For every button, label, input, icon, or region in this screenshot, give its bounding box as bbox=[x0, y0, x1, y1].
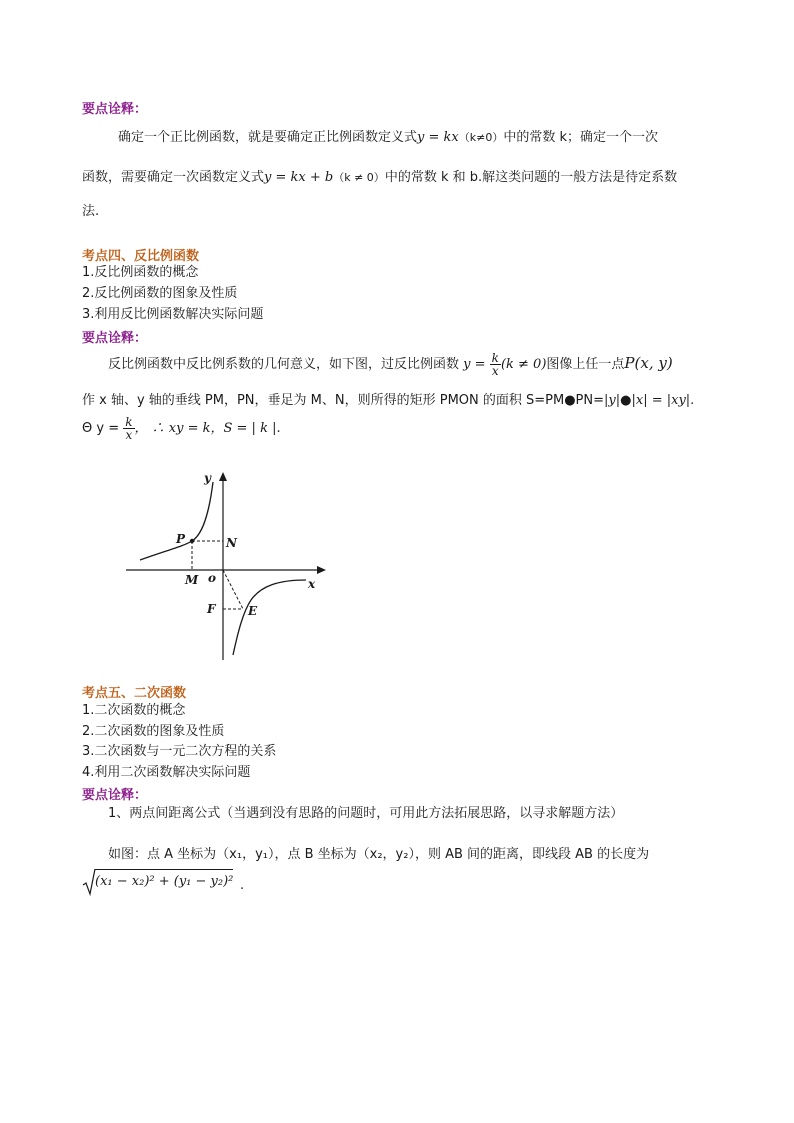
label-e: E bbox=[248, 604, 258, 618]
label-y: y bbox=[204, 471, 211, 485]
formula-direct-proportion: y = kx bbox=[417, 130, 459, 145]
formula-radicand: (x₁ − x₂)² + (y₁ − y₂)² bbox=[95, 869, 233, 889]
text-segment: 确定一个正比例函数，就是要确定正比例函数定义式 bbox=[118, 130, 418, 145]
hyperbola-branch-lower bbox=[233, 580, 306, 655]
section1-paragraph-line2 bbox=[82, 170, 677, 186]
list-item: 3.二次函数与一元二次方程的关系 bbox=[82, 744, 277, 759]
section2-paragraph-line2 bbox=[82, 393, 694, 409]
y-axis-arrow bbox=[219, 472, 227, 481]
section3-title: 考点五、二次函数 bbox=[82, 686, 187, 701]
formula-period: . bbox=[240, 878, 245, 893]
sqrt-sign bbox=[82, 868, 96, 896]
dashed-line-oe bbox=[223, 570, 243, 609]
text-segment: 函数，需要确定一次函数定义式 bbox=[82, 170, 265, 185]
condition-text: （k≠0） bbox=[458, 131, 504, 144]
text-segment: 反比例函数中反比例系数的几何意义，如下图，过反比例函数 bbox=[108, 357, 460, 372]
point-p-label: P(x, y) bbox=[624, 354, 673, 372]
fraction-denominator: x bbox=[491, 364, 499, 378]
list-item: 2.反比例函数的图象及性质 bbox=[82, 286, 238, 301]
text-segment: 中的常数 k；确定一个一次 bbox=[503, 130, 658, 145]
formula-area: |y|●|x| = |xy| bbox=[604, 393, 691, 408]
fraction-k-over-x bbox=[490, 352, 501, 377]
list-item: 2.二次函数的图象及性质 bbox=[82, 724, 225, 739]
hyperbola-branch-upper bbox=[140, 482, 213, 560]
label-p: P bbox=[176, 532, 186, 546]
list-item: 1.二次函数的概念 bbox=[82, 703, 186, 718]
label-x: x bbox=[308, 577, 316, 591]
section2-heading: 要点诠释： bbox=[82, 331, 148, 346]
fraction-k-over-x bbox=[123, 416, 134, 441]
text-segment: 中的常数 k 和 b.解这类问题的一般方法是待定系数 bbox=[384, 170, 678, 185]
section3-paragraph-2: 如图：点 A 坐标为（x₁，y₁），点 B 坐标为（x₂，y₂），则 AB 间的距离，即线段 AB 的长度为 bbox=[108, 847, 650, 862]
section2-paragraph-line1 bbox=[108, 350, 673, 378]
text-segment: 作 x 轴、y 轴的垂线 PM，PN，垂足为 M、N，则所得的矩形 PMON 的面积 S=PM●PN= bbox=[82, 393, 605, 408]
condition-text: （k ≠ 0） bbox=[333, 171, 385, 184]
label-f: F bbox=[207, 602, 216, 616]
text-segment: 图像上任一点 bbox=[546, 357, 625, 372]
inverse-proportion-graph bbox=[118, 462, 338, 662]
section1-paragraph-line3: 法. bbox=[82, 204, 100, 219]
section3-paragraph-1: 1、两点间距离公式（当遇到没有思路的问题时，可用此方法拓展思路，以寻求解题方法） bbox=[108, 806, 624, 821]
fraction-numerator: k bbox=[491, 351, 499, 365]
x-axis-arrow bbox=[317, 566, 326, 574]
condition-text: (k ≠ 0) bbox=[500, 357, 547, 372]
label-n: N bbox=[226, 536, 237, 550]
formula-y-equals: y = bbox=[463, 357, 486, 372]
fraction-numerator: k bbox=[125, 415, 133, 429]
formula-linear-function: y = kx + b bbox=[264, 170, 334, 185]
section2-paragraph-line3 bbox=[82, 416, 281, 442]
section1-paragraph-line1 bbox=[118, 130, 658, 146]
list-item: 3.利用反比例函数解决实际问题 bbox=[82, 307, 264, 322]
point-p bbox=[190, 539, 194, 543]
section3-heading: 要点诠释： bbox=[82, 788, 148, 803]
list-item: 4.利用二次函数解决实际问题 bbox=[82, 765, 251, 780]
list-item: 1.反比例函数的概念 bbox=[82, 265, 199, 280]
section2-title: 考点四、反比例函数 bbox=[82, 249, 200, 264]
text-segment: Θ y = bbox=[82, 421, 120, 436]
text-segment: . bbox=[690, 393, 695, 408]
fraction-denominator: x bbox=[125, 428, 133, 442]
label-m: M bbox=[185, 573, 199, 587]
label-o: o bbox=[208, 571, 217, 585]
section1-heading: 要点诠释： bbox=[82, 102, 148, 117]
formula-xy-equals-k: ， ∴ xy = k，S = | k |. bbox=[134, 421, 281, 436]
